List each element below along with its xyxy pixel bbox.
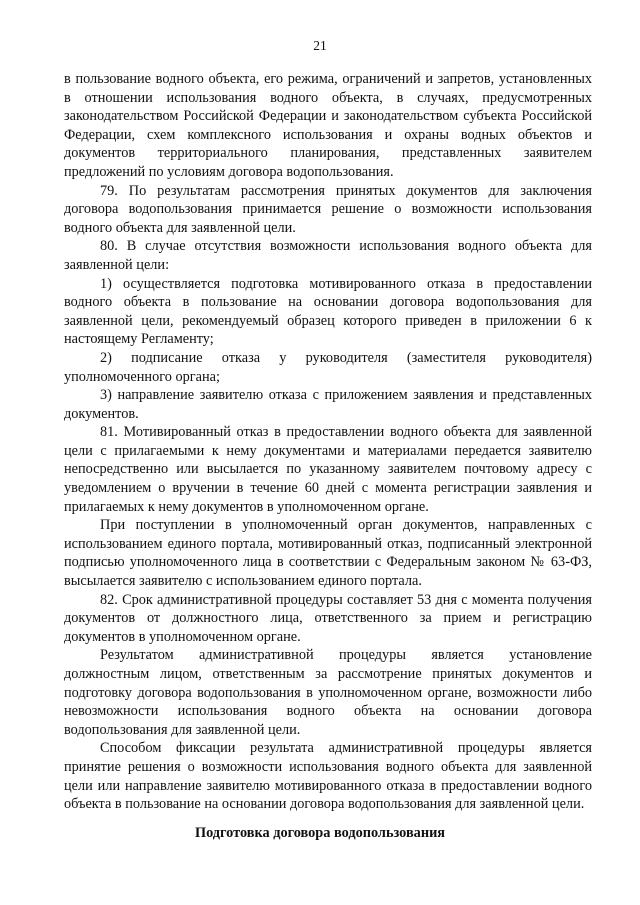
paragraph-continuation: в пользование водного объекта, его режима, ограничений и запретов, установленных в отношении использования водного объекта, в случаях, предусмотренных законодательством Российской Федерации и законодательством субъекта Российской Федерации, схем комплексного использования и охраны водных объектов и документов территориального планирования, представленных заявителем предложений по условиям договора водопользования. xyxy=(64,71,592,180)
paragraph-82-result: Результатом административной процедуры является установление должностным лицом, ответственным за рассмотрение принятых документов и подготовку договора водопользования в уполномоченном органе, возможности либо невозможности использования водного объекта на основании договора водопользования для заявленной цели. xyxy=(64,647,592,738)
paragraph-82-fixation: Способом фиксации результата административной процедуры является принятие решения о возможности использования водного объекта для заявленной цели или направление заявителю мотивированного отказа в предоставлении водного объекта в пользование на основании договора водопользования для заявленной цели. xyxy=(64,740,592,813)
paragraph-80-item-1: 1) осуществляется подготовка мотивированного отказа в предоставлении водного объекта в пользование на основании договора водопользования для заявленной цели, рекомендуемый образец которого приведен в приложении 6 к настоящему Регламенту; xyxy=(64,275,592,348)
page-number: 21 xyxy=(313,38,327,53)
paragraph-80-item-3: 3) направление заявителю отказа с приложением заявления и представленных документов. xyxy=(64,387,592,422)
paragraph-82: 82. Срок административной процедуры составляет 53 дня с момента получения документов от должностного лица, ответственного за прием и регистрацию документов в уполномоченном органе. xyxy=(64,591,592,645)
paragraph-81-portal: При поступлении в уполномоченный орган документов, направленных с использованием единого портала, мотивированный отказ, подписанный электронной подписью уполномоченного лица в соответствии с Федеральным законом № 63-ФЗ, высылается заявителю с использованием единого портала. xyxy=(64,517,592,590)
paragraph-79: 79. По результатам рассмотрения принятых документов для заключения договора водопользования принимается решение о возможности использования водного объекта для заявленной цели. xyxy=(64,182,592,236)
document-body xyxy=(64,70,592,814)
paragraph-81: 81. Мотивированный отказ в предоставлении водного объекта для заявленной цели с прилагаемыми к нему документами и материалами передается заявителю непосредственно или высылается по указанному заявителем почтовому адресу с уведомлением о вручении в течение 60 дней с момента регистрации заявления и прилагаемых к нему документов в уполномоченном органе. xyxy=(64,424,592,515)
section-heading: Подготовка договора водопользования xyxy=(194,825,446,841)
paragraph-80: 80. В случае отсутствия возможности использования водного объекта для заявленной цели: xyxy=(64,238,592,273)
paragraph-80-item-2: 2) подписание отказа у руководителя (заместителя руководителя) уполномоченного органа; xyxy=(64,349,592,385)
